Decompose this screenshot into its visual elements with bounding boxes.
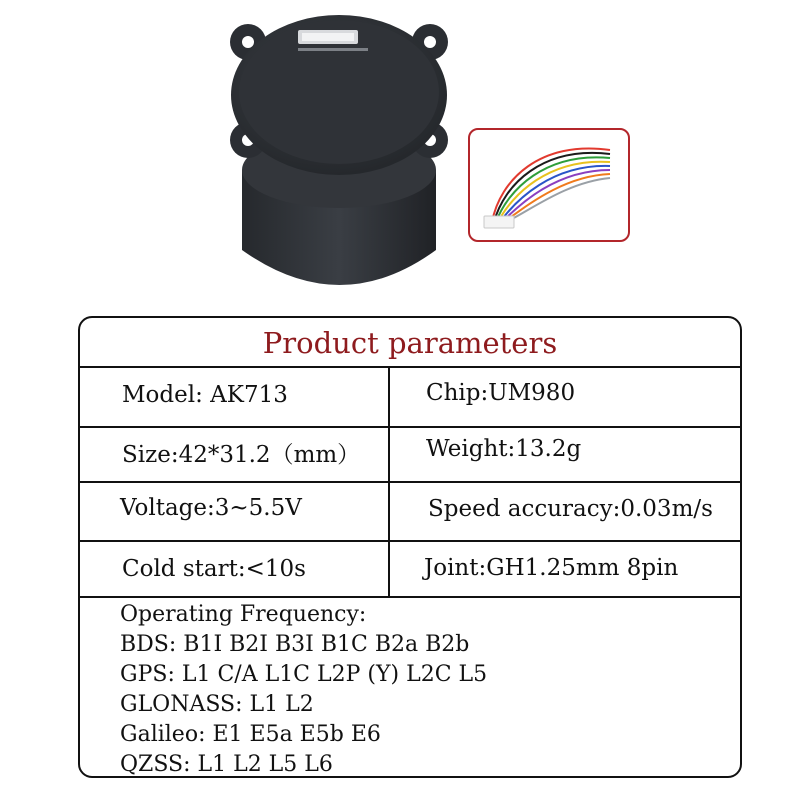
spec-speed-accuracy: Speed accuracy:0.03m/s [428, 496, 713, 522]
table-title: Product parameters [262, 326, 558, 360]
row-divider [80, 596, 740, 598]
spec-model: Model: AK713 [122, 382, 288, 408]
frequency-glonass: GLONASS: L1 L2 [120, 692, 314, 717]
frequency-heading: Operating Frequency: [120, 602, 367, 627]
frequency-bds: BDS: B1I B2I B3I B1C B2a B2b [120, 632, 470, 657]
row-divider [80, 481, 740, 483]
row-divider [80, 366, 740, 368]
operating-frequency-block [120, 600, 487, 778]
spec-chip: Chip:UM980 [426, 380, 576, 406]
row-divider [80, 426, 740, 428]
cable-harness-image [470, 130, 628, 240]
frequency-galileo: Galileo: E1 E5a E5b E6 [120, 722, 381, 747]
frequency-qzss: QZSS: L1 L2 L5 L6 [120, 752, 333, 777]
spec-cold-start: Cold start:<10s [122, 556, 306, 582]
spec-joint: Joint:GH1.25mm 8pin [424, 555, 679, 581]
cable-inset-frame [468, 128, 630, 242]
frequency-gps: GPS: L1 C/A L1C L2P (Y) L2C L5 [120, 662, 488, 687]
row-divider [80, 540, 740, 542]
spec-weight: Weight:13.2g [426, 436, 582, 462]
gnss-module-image [200, 10, 480, 310]
spec-size: Size:42*31.2（mm） [122, 442, 361, 468]
column-divider [388, 366, 390, 598]
product-parameters-table [78, 316, 742, 778]
spec-voltage: Voltage:3~5.5V [120, 495, 302, 521]
